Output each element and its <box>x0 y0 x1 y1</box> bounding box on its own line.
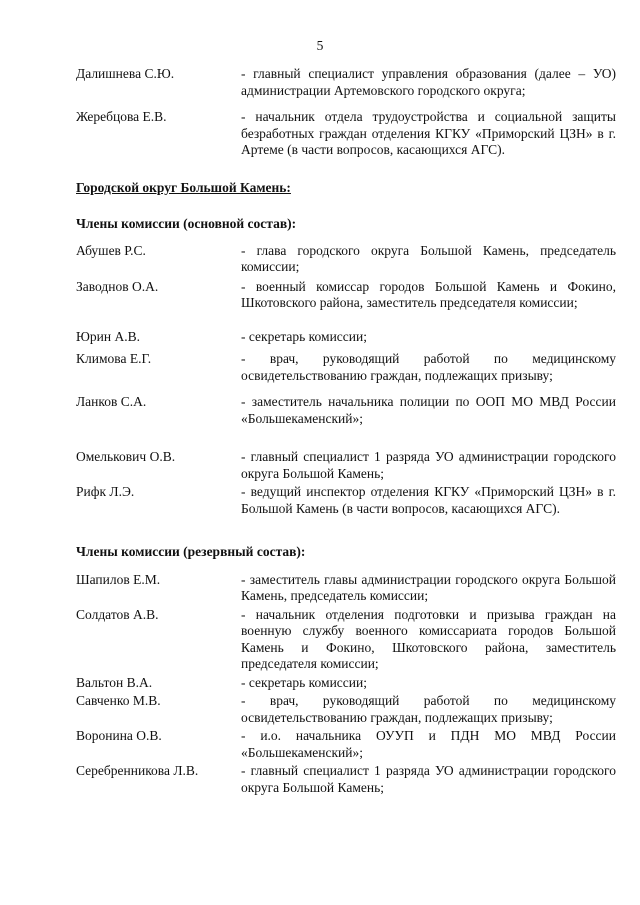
member-name: Воронина О.В. <box>76 728 162 743</box>
main-members-title: Члены комиссии (основной состав): <box>76 216 297 231</box>
member-role: - начальник отдела трудоустройства и социальной защиты безработных граждан отделения КГКУ «Приморский ЦЗН» в г. Артеме (в части вопросов, касающихся АГС). <box>241 109 616 157</box>
member-entry <box>76 728 616 761</box>
member-role: - глава городского округа Большой Камень, председатель комиссии; <box>241 242 616 274</box>
member-name: Солдатов А.В. <box>76 606 159 622</box>
page-number: 5 <box>316 38 324 53</box>
member-role: - врач, руководящий работой по медицинскому освидетельствованию граждан, подлежащих призыву; <box>241 351 616 383</box>
member-role: - ведущий инспектор отделения КГКУ «Приморский ЦЗН» в г. Большой Камень (в части вопросов, касающихся АГС). <box>241 484 616 516</box>
member-entry <box>76 572 616 605</box>
member-entry <box>76 279 616 312</box>
member-role: - главный специалист 1 разряда УО администрации городского округа Большой Камень; <box>241 449 616 481</box>
member-entry <box>76 693 616 726</box>
member-name: Абушев Р.С. <box>76 242 146 258</box>
member-entry <box>76 66 616 99</box>
member-name: Омелькович О.В. <box>76 449 176 464</box>
member-name: Далишнева С.Ю. <box>76 66 175 81</box>
member-role: - начальник отделения подготовки и призыва граждан на военную службу военного комиссариата городов Большой Камень и Фокино, Шкотовского района, заместитель председателя комиссии; <box>241 606 616 671</box>
member-role: - и.о. начальника ОУУП и ПДН МО МВД России «Большекаменский»; <box>241 728 616 760</box>
member-name: Жеребцова Е.В. <box>76 109 167 124</box>
member-name: Рифк Л.Э. <box>76 484 135 499</box>
document-content <box>76 66 616 796</box>
member-role: - главный специалист управления образования (далее – УО) администрации Артемовского городского округа; <box>241 66 616 98</box>
section-title: Городской округ Большой Камень: <box>76 179 291 195</box>
member-role: - секретарь комиссии; <box>241 328 367 344</box>
member-name: Заводнов О.А. <box>76 278 159 294</box>
member-entry <box>76 607 616 673</box>
member-name: Серебренникова Л.В. <box>76 763 199 778</box>
member-role: - заместитель главы администрации городского округа Большой Камень, председатель комиссии; <box>241 571 616 603</box>
member-entry <box>76 484 616 517</box>
member-role: - заместитель начальника полиции по ООП МО МВД России «Большекаменский»; <box>241 394 616 426</box>
member-entry <box>76 449 616 482</box>
member-name: Климова Е.Г. <box>76 351 152 366</box>
reserve-members-title: Члены комиссии (резервный состав): <box>76 544 306 559</box>
member-name: Савченко М.В. <box>76 693 161 708</box>
member-entry <box>76 329 616 346</box>
member-entry <box>76 109 616 159</box>
member-name: Ланков С.А. <box>76 394 147 409</box>
member-name: Юрин А.В. <box>76 328 140 344</box>
member-entry <box>76 675 616 692</box>
member-role: - главный специалист 1 разряда УО администрации городского округа Большой Камень; <box>241 763 616 795</box>
member-entry <box>76 763 616 796</box>
member-entry <box>76 351 616 384</box>
member-entry <box>76 243 616 276</box>
member-role: - военный комиссар городов Большой Камень и Фокино, Шкотовского района, заместитель председателя комиссии; <box>241 278 616 310</box>
member-role: - врач, руководящий работой по медицинскому освидетельствованию граждан, подлежащих призыву; <box>241 693 616 725</box>
member-role: - секретарь комиссии; <box>241 674 367 690</box>
member-name: Вальтон В.А. <box>76 674 153 690</box>
member-name: Шапилов Е.М. <box>76 571 161 587</box>
member-entry <box>76 394 616 427</box>
